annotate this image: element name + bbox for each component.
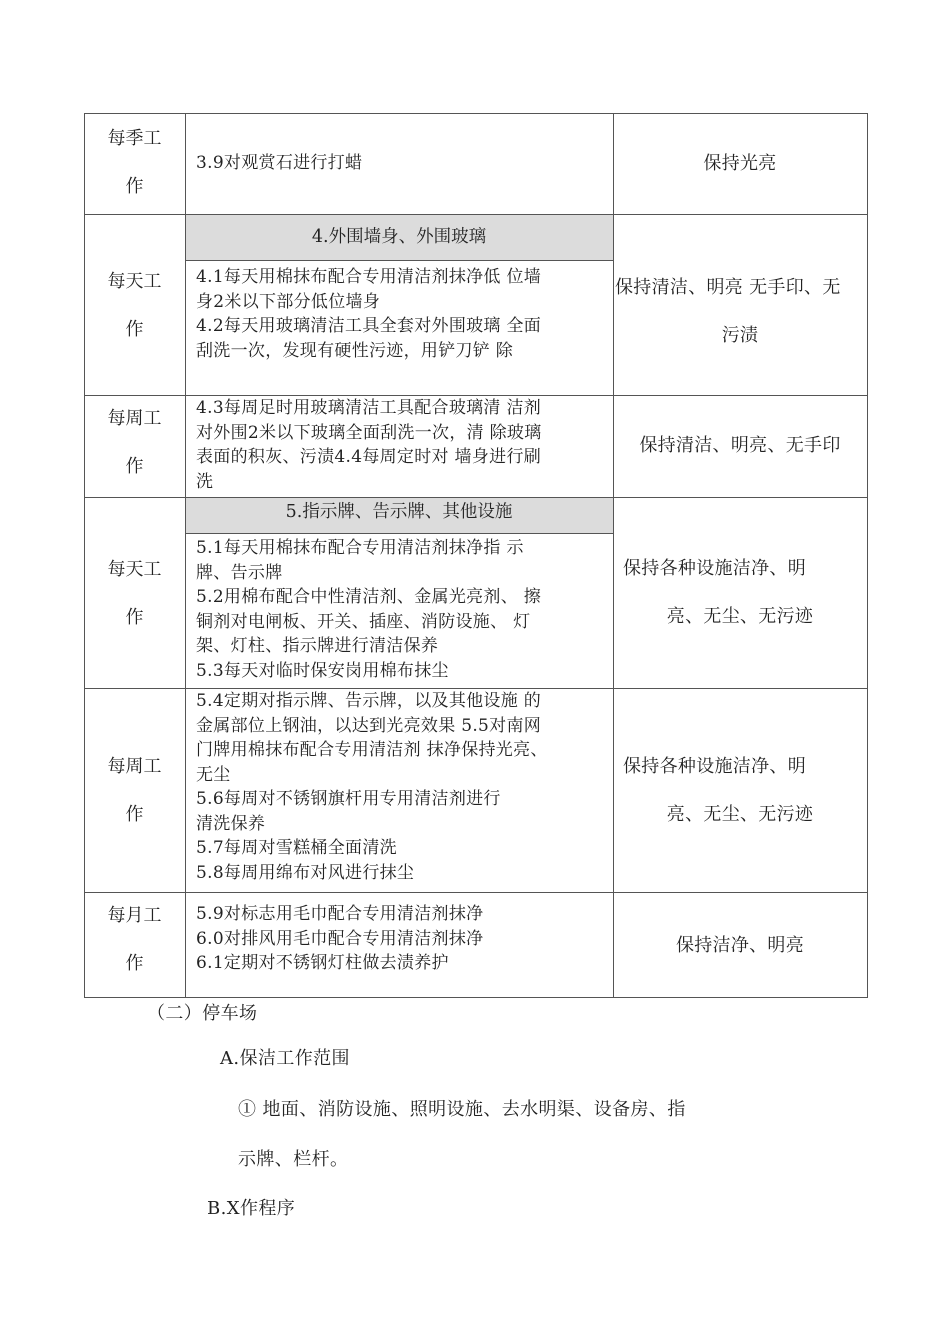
content-line: 6.1定期对不锈钢灯柱做去渍养护 xyxy=(196,953,449,973)
period-label-line: 每周工 xyxy=(107,756,162,777)
item-a-text-line-1: ① 地面、消防设施、照明设施、去水明渠、设备房、指 xyxy=(238,1099,686,1120)
table-border xyxy=(84,113,85,998)
table-border xyxy=(84,688,868,689)
content-line: 5.4定期对指示牌、告示牌，以及其他设施 的 xyxy=(196,691,542,711)
item-a-heading: A.保洁工作范围 xyxy=(220,1048,350,1069)
section-header-5: 5.指示牌、告示牌、其他设施 xyxy=(185,497,613,533)
row-1-content xyxy=(185,265,613,395)
content-line: 身2米以下部分低位墙身 xyxy=(196,291,381,312)
content-line: 金属部位上钢油，以达到光亮效果 5.5对南网 xyxy=(196,715,542,736)
row-4-result xyxy=(613,688,867,892)
period-label-line: 作 xyxy=(125,176,144,197)
period-label-line: 作 xyxy=(125,953,144,974)
row-3-period xyxy=(84,497,185,688)
content-line: 门牌用棉抹布配合专用清洁剂 抹净保持光亮、 xyxy=(196,740,548,760)
result-line: 保持清洁、明亮 无手印、无 xyxy=(615,277,841,298)
row-4-content xyxy=(185,689,613,892)
row-5-period xyxy=(84,892,185,997)
period-label-line: 每天工 xyxy=(107,271,162,292)
table-border xyxy=(867,113,868,998)
content-line: 刮洗一次，发现有硬性污迹，用铲刀铲 除 xyxy=(196,340,514,361)
content-line: 牌、告示牌 xyxy=(196,562,283,583)
table-border xyxy=(185,533,613,534)
row-3-result xyxy=(613,497,867,688)
result-line: 污渍 xyxy=(721,325,759,346)
row-1-period xyxy=(84,214,185,395)
result-line: 保持光亮 xyxy=(703,153,777,174)
row-3-content xyxy=(185,536,613,688)
row-2-period xyxy=(84,395,185,497)
content-line: 6.0对排风用毛巾配合专用清洁剂抹净 xyxy=(196,928,484,949)
row-5-result xyxy=(613,892,867,997)
section-header-4: 4.外围墙身、外围玻璃 xyxy=(185,214,613,260)
period-label-line: 作 xyxy=(125,319,144,340)
row-1-result xyxy=(613,214,867,395)
period-label-line: 作 xyxy=(125,607,144,628)
table-border xyxy=(84,214,868,215)
table-border xyxy=(185,113,186,998)
period-label-line: 作 xyxy=(125,804,144,825)
item-a-text-line-2: 示牌、栏杆。 xyxy=(238,1149,349,1170)
content-line: 4.1每天用棉抹布配合专用清洁剂抹净低 位墙 xyxy=(196,267,542,287)
content-line: 无尘 xyxy=(196,764,231,785)
content-line: 表面的积灰、污渍4.4每周定时对 墙身进行刷 xyxy=(196,447,542,467)
content-line: 洗 xyxy=(196,471,214,492)
content-line: 5.9对标志用毛巾配合专用清洁剂抹净 xyxy=(196,904,484,924)
table-border xyxy=(84,113,868,114)
table-border xyxy=(84,892,868,893)
period-label-line: 每月工 xyxy=(107,905,162,926)
table-border xyxy=(185,260,613,261)
result-line: 保持各种设施洁净、明 xyxy=(623,558,806,579)
item-b-heading: B.X作程序 xyxy=(207,1198,296,1219)
period-label-line: 作 xyxy=(125,456,144,477)
period-label-line: 每季工 xyxy=(107,128,162,149)
result-line: 亮、无尘、无污迹 xyxy=(666,804,814,825)
content-line: 4.3每周足时用玻璃清洁工具配合玻璃清 洁剂 xyxy=(196,398,542,418)
content-line: 4.2每天用玻璃清洁工具全套对外围玻璃 全面 xyxy=(196,316,542,336)
table-border xyxy=(84,395,868,396)
content-line: 5.7每周对雪糕桶全面清洗 xyxy=(196,838,397,858)
row-4-period xyxy=(84,688,185,892)
content-line: 3.9对观赏石进行打蜡 xyxy=(196,153,363,173)
table-border xyxy=(613,113,614,998)
content-line: 5.2用棉布配合中性清洁剂、金属光亮剂、 擦 xyxy=(196,587,542,607)
content-line: 5.8每周用绵布对风进行抹尘 xyxy=(196,862,415,883)
result-line: 保持清洁、明亮、无手印 xyxy=(639,435,841,456)
row-0-result xyxy=(613,113,867,214)
result-line: 保持洁净、明亮 xyxy=(675,935,805,956)
row-2-content xyxy=(185,396,613,497)
period-label-line: 每天工 xyxy=(107,559,162,580)
result-line: 保持各种设施洁净、明 xyxy=(623,756,806,777)
section-title: （二）停车场 xyxy=(147,1003,258,1024)
content-line: 5.6每周对不锈钢旗杆用专用清洁剂进行 xyxy=(196,789,501,809)
content-line: 对外围2米以下玻璃全面刮洗一次，清 除玻璃 xyxy=(196,422,542,443)
content-line: 铜剂对电闸板、开关、插座、消防设施、 灯 xyxy=(196,611,531,632)
row-5-content xyxy=(185,902,613,997)
period-label-line: 每周工 xyxy=(107,408,162,429)
row-0-period xyxy=(84,113,185,214)
content-line: 清洗保养 xyxy=(196,813,266,834)
content-line: 架、灯柱、指示牌进行清洁保养 xyxy=(196,636,439,656)
row-0-content xyxy=(185,113,613,214)
table-border xyxy=(84,497,868,498)
result-line: 亮、无尘、无污迹 xyxy=(666,606,814,627)
content-line: 5.1每天用棉抹布配合专用清洁剂抹净指 示 xyxy=(196,538,524,558)
content-line: 5.3每天对临时保安岗用棉布抹尘 xyxy=(196,660,449,681)
row-2-result xyxy=(613,395,867,497)
table-border xyxy=(84,997,868,998)
